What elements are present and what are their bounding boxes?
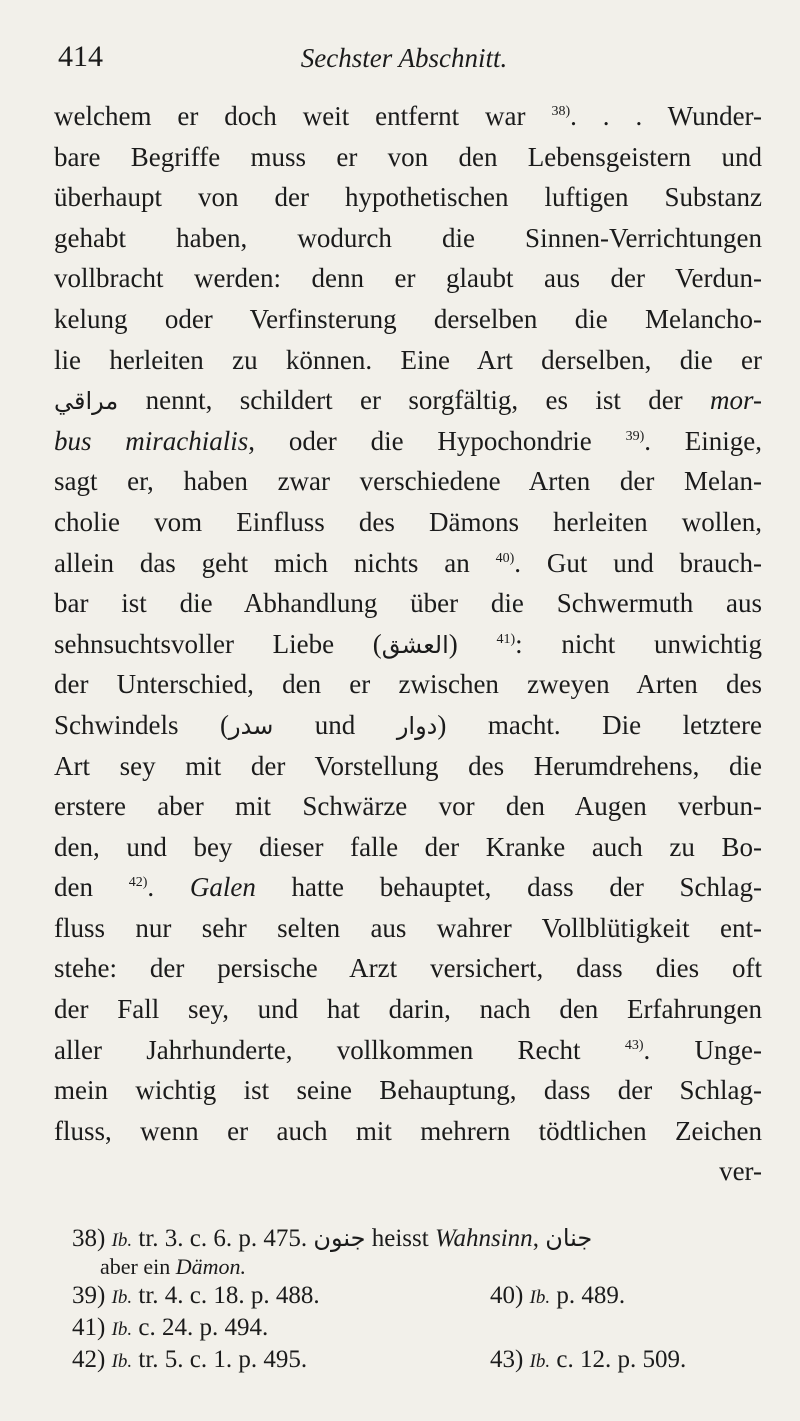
text-run: vollbracht werden: denn er glaubt aus der Verdun- [54, 263, 762, 294]
text-run: . Einige, [644, 425, 762, 456]
text-run: den, und bey dieser falle der Kranke auch zu Bo- [54, 831, 762, 862]
text-line [54, 583, 762, 624]
text-line [54, 624, 762, 665]
arabic-term: جنون [313, 1224, 366, 1252]
text-run: Art sey mit der Vorstellung des Herumdrehens, die [54, 750, 762, 781]
text-run: heisst [365, 1225, 435, 1252]
text-line [54, 218, 762, 259]
text-run: sagt er, haben zwar verschiedene Arten der Melan- [54, 466, 762, 497]
text-run: erstere aber mit Schwärze vor den Augen verbun- [54, 791, 762, 822]
arabic-term: العشق [381, 630, 449, 659]
text-run: 38) [72, 1225, 112, 1252]
footnote-ref: 42) [128, 875, 148, 891]
running-head: Sechster Abschnitt. [300, 43, 508, 73]
text-run: aller Jahrhunderte, vollkommen Recht [54, 1034, 625, 1065]
footnote-38-continuation [72, 1254, 760, 1280]
text-run: bare Begriffe muss er von den Lebensgeistern und [54, 141, 762, 172]
text-run: ) [448, 628, 497, 659]
arabic-term: سدر [229, 711, 274, 740]
text-run: Schwindels ( [54, 709, 229, 740]
footnote-ref: 38) [551, 104, 571, 119]
italic-text: mor- [710, 385, 762, 416]
arabic-term: دوار [396, 711, 438, 740]
footnote-row-41 [72, 1312, 760, 1344]
italic-text: bus mirachialis [54, 425, 249, 456]
footnote-row-42-43 [72, 1344, 760, 1376]
text-line [54, 461, 762, 502]
italic-text: Wahnsinn [434, 1225, 533, 1252]
italic-text: Galen [189, 872, 256, 903]
text-run: mein wichtig ist seine Behauptung, dass der Schlag- [54, 1075, 762, 1106]
text-run: allein das geht mich nichts an [54, 547, 496, 578]
text-line [54, 177, 762, 218]
footnote-43 [490, 1344, 686, 1378]
text-run: der Fall sey, und hat darin, nach den Erfahrungen [54, 994, 762, 1025]
text-line [54, 502, 762, 543]
text-line [54, 989, 762, 1030]
text-line [54, 380, 762, 421]
ibidem-abbrev: Ib. [111, 1319, 133, 1340]
text-run: nennt, schildert er sorgfältig, es ist der [118, 385, 711, 416]
footnote-41 [72, 1314, 268, 1341]
text-line [54, 340, 762, 381]
text-run: ) macht. Die letztere [437, 709, 762, 740]
text-run: . [147, 872, 190, 903]
text-run: und [273, 709, 397, 740]
arabic-term: جنان [545, 1224, 593, 1252]
text-run: welchem er doch weit entfernt war [54, 101, 552, 131]
text-line [54, 867, 762, 908]
text-run: 39) [72, 1282, 112, 1309]
text-run: gehabt haben, wodurch die Sinnen-Verrichtungen [54, 222, 762, 253]
text-run: , [532, 1225, 546, 1252]
text-run: lie herleiten zu können. Eine Art derselben, die er [54, 344, 762, 375]
text-line [54, 705, 762, 746]
footnote-ref: 40) [495, 550, 515, 566]
text-run: . Gut und brauch- [514, 547, 762, 578]
text-line [54, 786, 762, 827]
text-line [54, 908, 762, 949]
footnote-42 [72, 1346, 307, 1373]
footnote-ref: 39) [625, 428, 645, 444]
footnote-39 [72, 1282, 320, 1309]
ibidem-abbrev: Ib. [529, 1287, 551, 1308]
ibidem-abbrev: Ib. [111, 1351, 133, 1372]
body-text [54, 96, 762, 1192]
text-run: . Unge- [643, 1034, 762, 1065]
text-line [54, 827, 762, 868]
text-line [54, 664, 762, 705]
text-run: überhaupt von der hypothetischen luftigen Substanz [54, 182, 762, 213]
text-line [54, 543, 762, 584]
text-line [54, 1030, 762, 1071]
arabic-term: مراقي [54, 387, 119, 416]
text-line [54, 421, 762, 462]
text-line [54, 137, 762, 178]
text-run: aber ein [100, 1254, 176, 1279]
text-run: : nicht unwichtig [515, 628, 762, 659]
footnote-ref: 43) [624, 1037, 644, 1053]
text-run: stehe: der persische Arzt versichert, dass dies oft [54, 953, 762, 984]
text-line [54, 746, 762, 787]
text-run: p. 489. [550, 1282, 626, 1309]
text-line [54, 258, 762, 299]
footnote-row-39-40 [72, 1280, 760, 1312]
text-line [54, 96, 762, 137]
text-run: 42) [72, 1346, 112, 1373]
text-run: , oder die Hypochondrie [248, 425, 626, 456]
text-run: 40) [490, 1282, 530, 1309]
text-run: tr. 5. c. 1. p. 495. [132, 1346, 308, 1373]
catchword: ver- [719, 1156, 762, 1187]
text-line [54, 948, 762, 989]
text-run: kelung oder Verfinsterung derselben die Melancho- [54, 303, 762, 334]
text-run: tr. 3. c. 6. p. 475. [132, 1225, 314, 1252]
text-run: den [54, 872, 129, 903]
footnote-38 [72, 1222, 760, 1254]
text-run: . . . Wunder- [570, 101, 762, 131]
text-run: sehnsuchtsvoller Liebe ( [54, 628, 382, 659]
text-line [54, 1070, 762, 1111]
text-run: fluss nur sehr selten aus wahrer Vollblütigkeit ent- [54, 912, 762, 943]
text-line [54, 299, 762, 340]
text-run: hatte behauptet, dass der Schlag- [255, 872, 762, 903]
italic-text: Dämon. [175, 1254, 247, 1279]
ibidem-abbrev: Ib. [111, 1287, 133, 1308]
text-run: fluss, wenn er auch mit mehrern tödtlichen Zeichen [54, 1115, 762, 1146]
footnotes [72, 1222, 760, 1376]
text-line [54, 1111, 762, 1152]
footnote-40 [490, 1280, 625, 1314]
footnote-ref: 41) [496, 631, 516, 647]
page-header [48, 40, 760, 90]
text-run: c. 24. p. 494. [132, 1314, 269, 1341]
page-number: 414 [58, 40, 103, 73]
text-run: c. 12. p. 509. [550, 1346, 687, 1373]
ibidem-abbrev: Ib. [111, 1230, 133, 1251]
ibidem-abbrev: Ib. [529, 1351, 551, 1372]
body-lines [54, 96, 762, 1151]
footnote-38-main [72, 1225, 592, 1252]
text-run: 41) [72, 1314, 112, 1341]
text-run: tr. 4. c. 18. p. 488. [132, 1282, 320, 1309]
text-run: bar ist die Abhandlung über die Schwermuth aus [54, 588, 762, 619]
text-run: cholie vom Einfluss des Dämons herleiten wollen, [54, 506, 762, 537]
text-run: der Unterschied, den er zwischen zweyen Arten des [54, 669, 762, 700]
text-run: 43) [490, 1346, 530, 1373]
